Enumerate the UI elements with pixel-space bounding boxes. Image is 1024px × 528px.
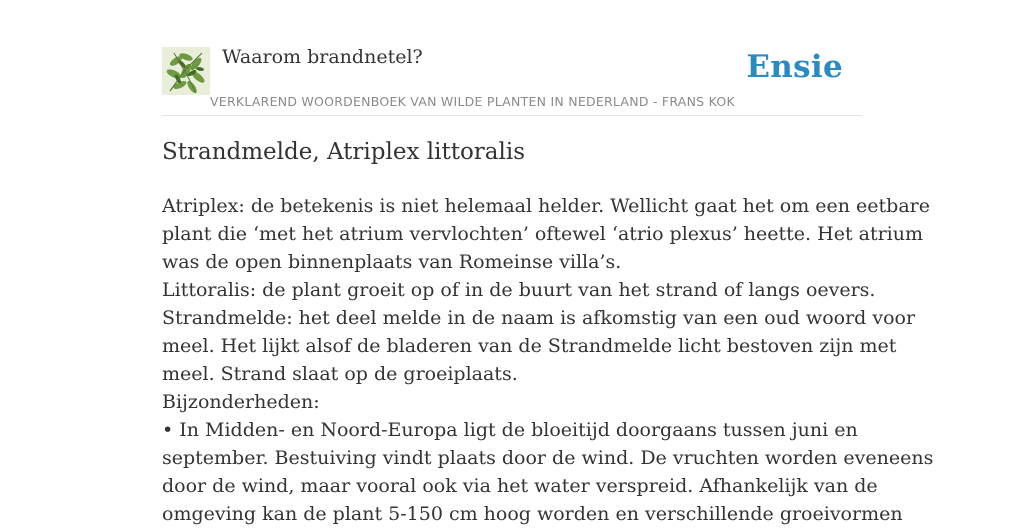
entry-text-line: Atriplex: de betekenis is niet helemaal helder. Wellicht gaat het om een eetbare xyxy=(162,195,930,217)
entry-text-line: • In Midden- en Noord-Europa ligt de bloeitijd doorgaans tussen juni en xyxy=(162,419,858,441)
header xyxy=(162,44,862,116)
entry-text-line: meel. Het lijkt alsof de bladeren van de Strandmelde licht bestoven zijn met xyxy=(162,335,897,357)
entry-text-line: plant die ‘met het atrium vervlochten’ oftewel ‘atrio plexus’ heette. Het atrium xyxy=(162,223,923,245)
leaf-plant-avatar-icon[interactable] xyxy=(162,47,210,95)
entry-text-line: door de wind, maar vooral ook via het water verspreid. Afhankelijk van de xyxy=(162,475,878,497)
brand-logo[interactable]: Ensie xyxy=(746,49,843,85)
blog-title[interactable]: Waarom brandnetel? xyxy=(222,46,423,68)
entry-text-line: was de open binnenplaats van Romeinse villa’s. xyxy=(162,251,622,273)
entry-text-line: meel. Strand slaat op de groeiplaats. xyxy=(162,363,518,385)
blog-subtitle[interactable]: VERKLAREND WOORDENBOEK VAN WILDE PLANTEN IN NEDERLAND - FRANS KOK xyxy=(210,94,735,109)
entry-body xyxy=(162,192,934,528)
entry-text-line: omgeving kan de plant 5-150 cm hoog worden en verschillende groeivormen xyxy=(162,503,903,525)
entry-title: Strandmelde, Atriplex littoralis xyxy=(162,139,526,165)
entry-text-line: Bijzonderheden: xyxy=(162,391,320,413)
entry-text-line: Strandmelde: het deel melde in de naam is afkomstig van een oud woord voor xyxy=(162,307,916,329)
entry-text-line: Littoralis: de plant groeit op of in de buurt van het strand of langs oevers. xyxy=(162,279,876,301)
entry-text-line: september. Bestuiving vindt plaats door de wind. De vruchten worden eveneens xyxy=(162,447,934,469)
leaf-plant-icon xyxy=(162,47,210,95)
